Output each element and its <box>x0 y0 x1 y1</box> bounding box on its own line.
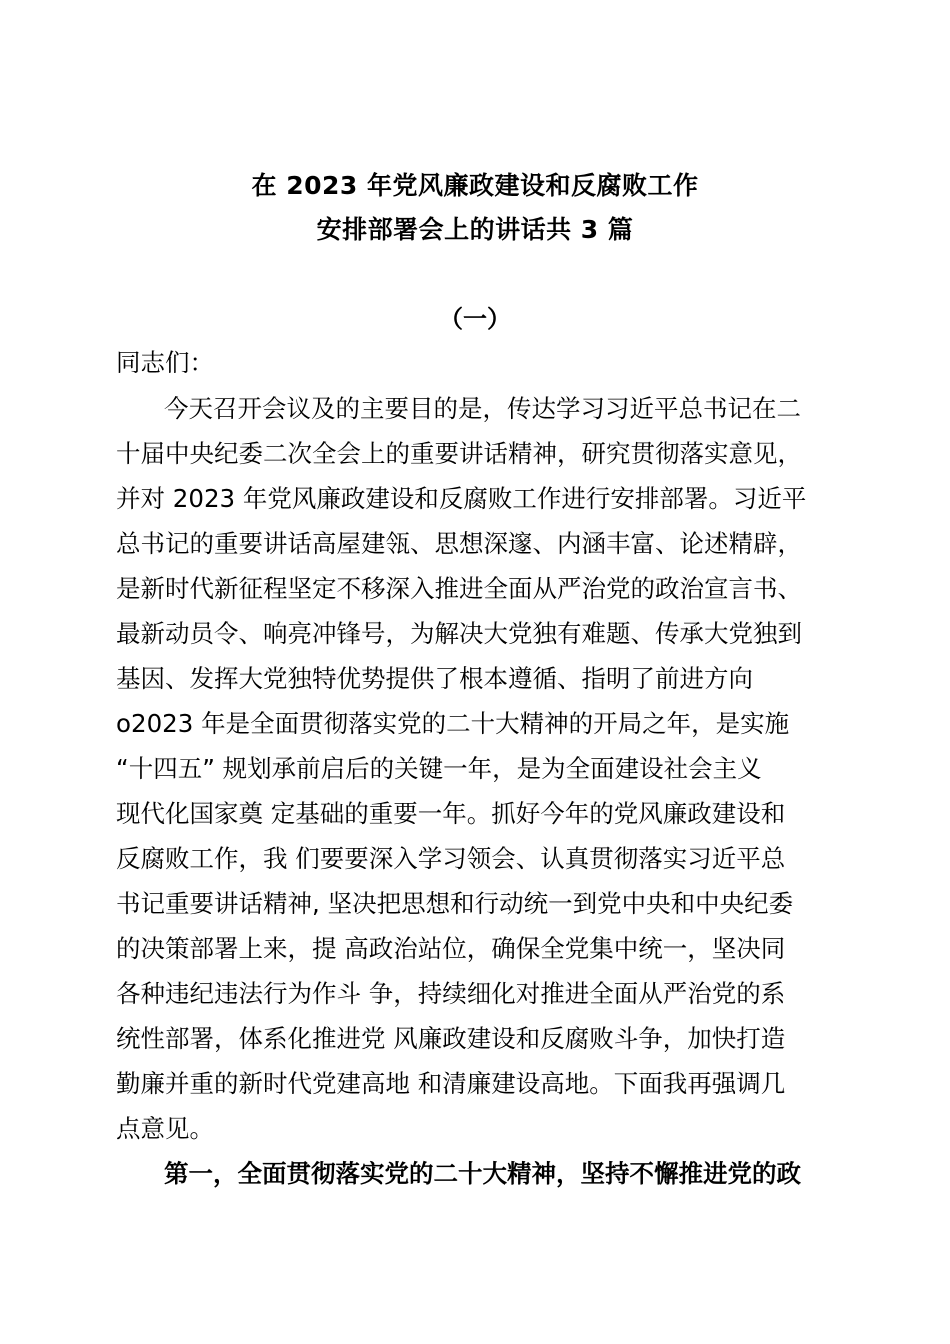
body-line-17: 点意见。 <box>116 1114 214 1143</box>
body-line-9: “十四五” 规划承前启后的关键一年，是为全面建设社会主义 <box>116 754 762 783</box>
body-line-8: o2023 年是全面贯彻落实党的二十大精神的开局之年，是实施 <box>116 709 790 738</box>
body-line-2: 十届中央纪委二次全会上的重要讲话精神，研究贯彻落实意见， <box>116 439 802 468</box>
body-line-12: 书记重要讲话精神, 坚决把思想和行动统一到党中央和中央纪委 <box>116 889 794 918</box>
document-title-line-2: 安排部署会上的讲话共 3 篇 <box>316 215 634 244</box>
salutation: 同志们： <box>116 348 214 377</box>
body-line-6: 最新动员令、响亮冲锋号，为解决大党独有难题、传承大党独到 <box>116 619 802 648</box>
document-title-line-1: 在 2023 年党风廉政建设和反腐败工作 <box>251 171 699 200</box>
body-line-16: 勤廉并重的新时代党建高地 和清廉建设高地。下面我再强调几 <box>116 1069 786 1098</box>
body-line-1: 今天召开会议及的主要目的是，传达学习习近平总书记在二 <box>164 394 801 423</box>
body-line-11: 反腐败工作，我 们要要深入学习领会、认真贯彻落实习近平总 <box>116 844 786 873</box>
body-line-5: 是新时代新征程坚定不移深入推进全面从严治党的政治宣言书、 <box>116 574 802 603</box>
section-heading: （一） <box>439 305 511 333</box>
body-line-7: 基因、发挥大党独特优势提供了根本遵循、指明了前进方向 <box>116 664 753 693</box>
body-line-14: 各种违纪违法行为作斗 争，持续细化对推进全面从严治党的系 <box>116 979 786 1008</box>
body-line-3: 并对 2023 年党风廉政建设和反腐败工作进行安排部署。习近平 <box>116 484 807 513</box>
body-line-10: 现代化国家奠 定基础的重要一年。抓好今年的党风廉政建设和 <box>116 799 786 828</box>
body-line-15: 统性部署，体系化推进党 风廉政建设和反腐败斗争，加快打造 <box>116 1024 786 1053</box>
body-line-4: 总书记的重要讲话高屋建瓴、思想深邃、内涵丰富、论述精辟， <box>116 529 802 558</box>
body-line-13: 的决策部署上来，提 高政治站位，确保全党集中统一，坚决同 <box>116 934 786 963</box>
point-heading: 第一，全面贯彻落实党的二十大精神，坚持不懈推进党的政 <box>164 1159 801 1188</box>
